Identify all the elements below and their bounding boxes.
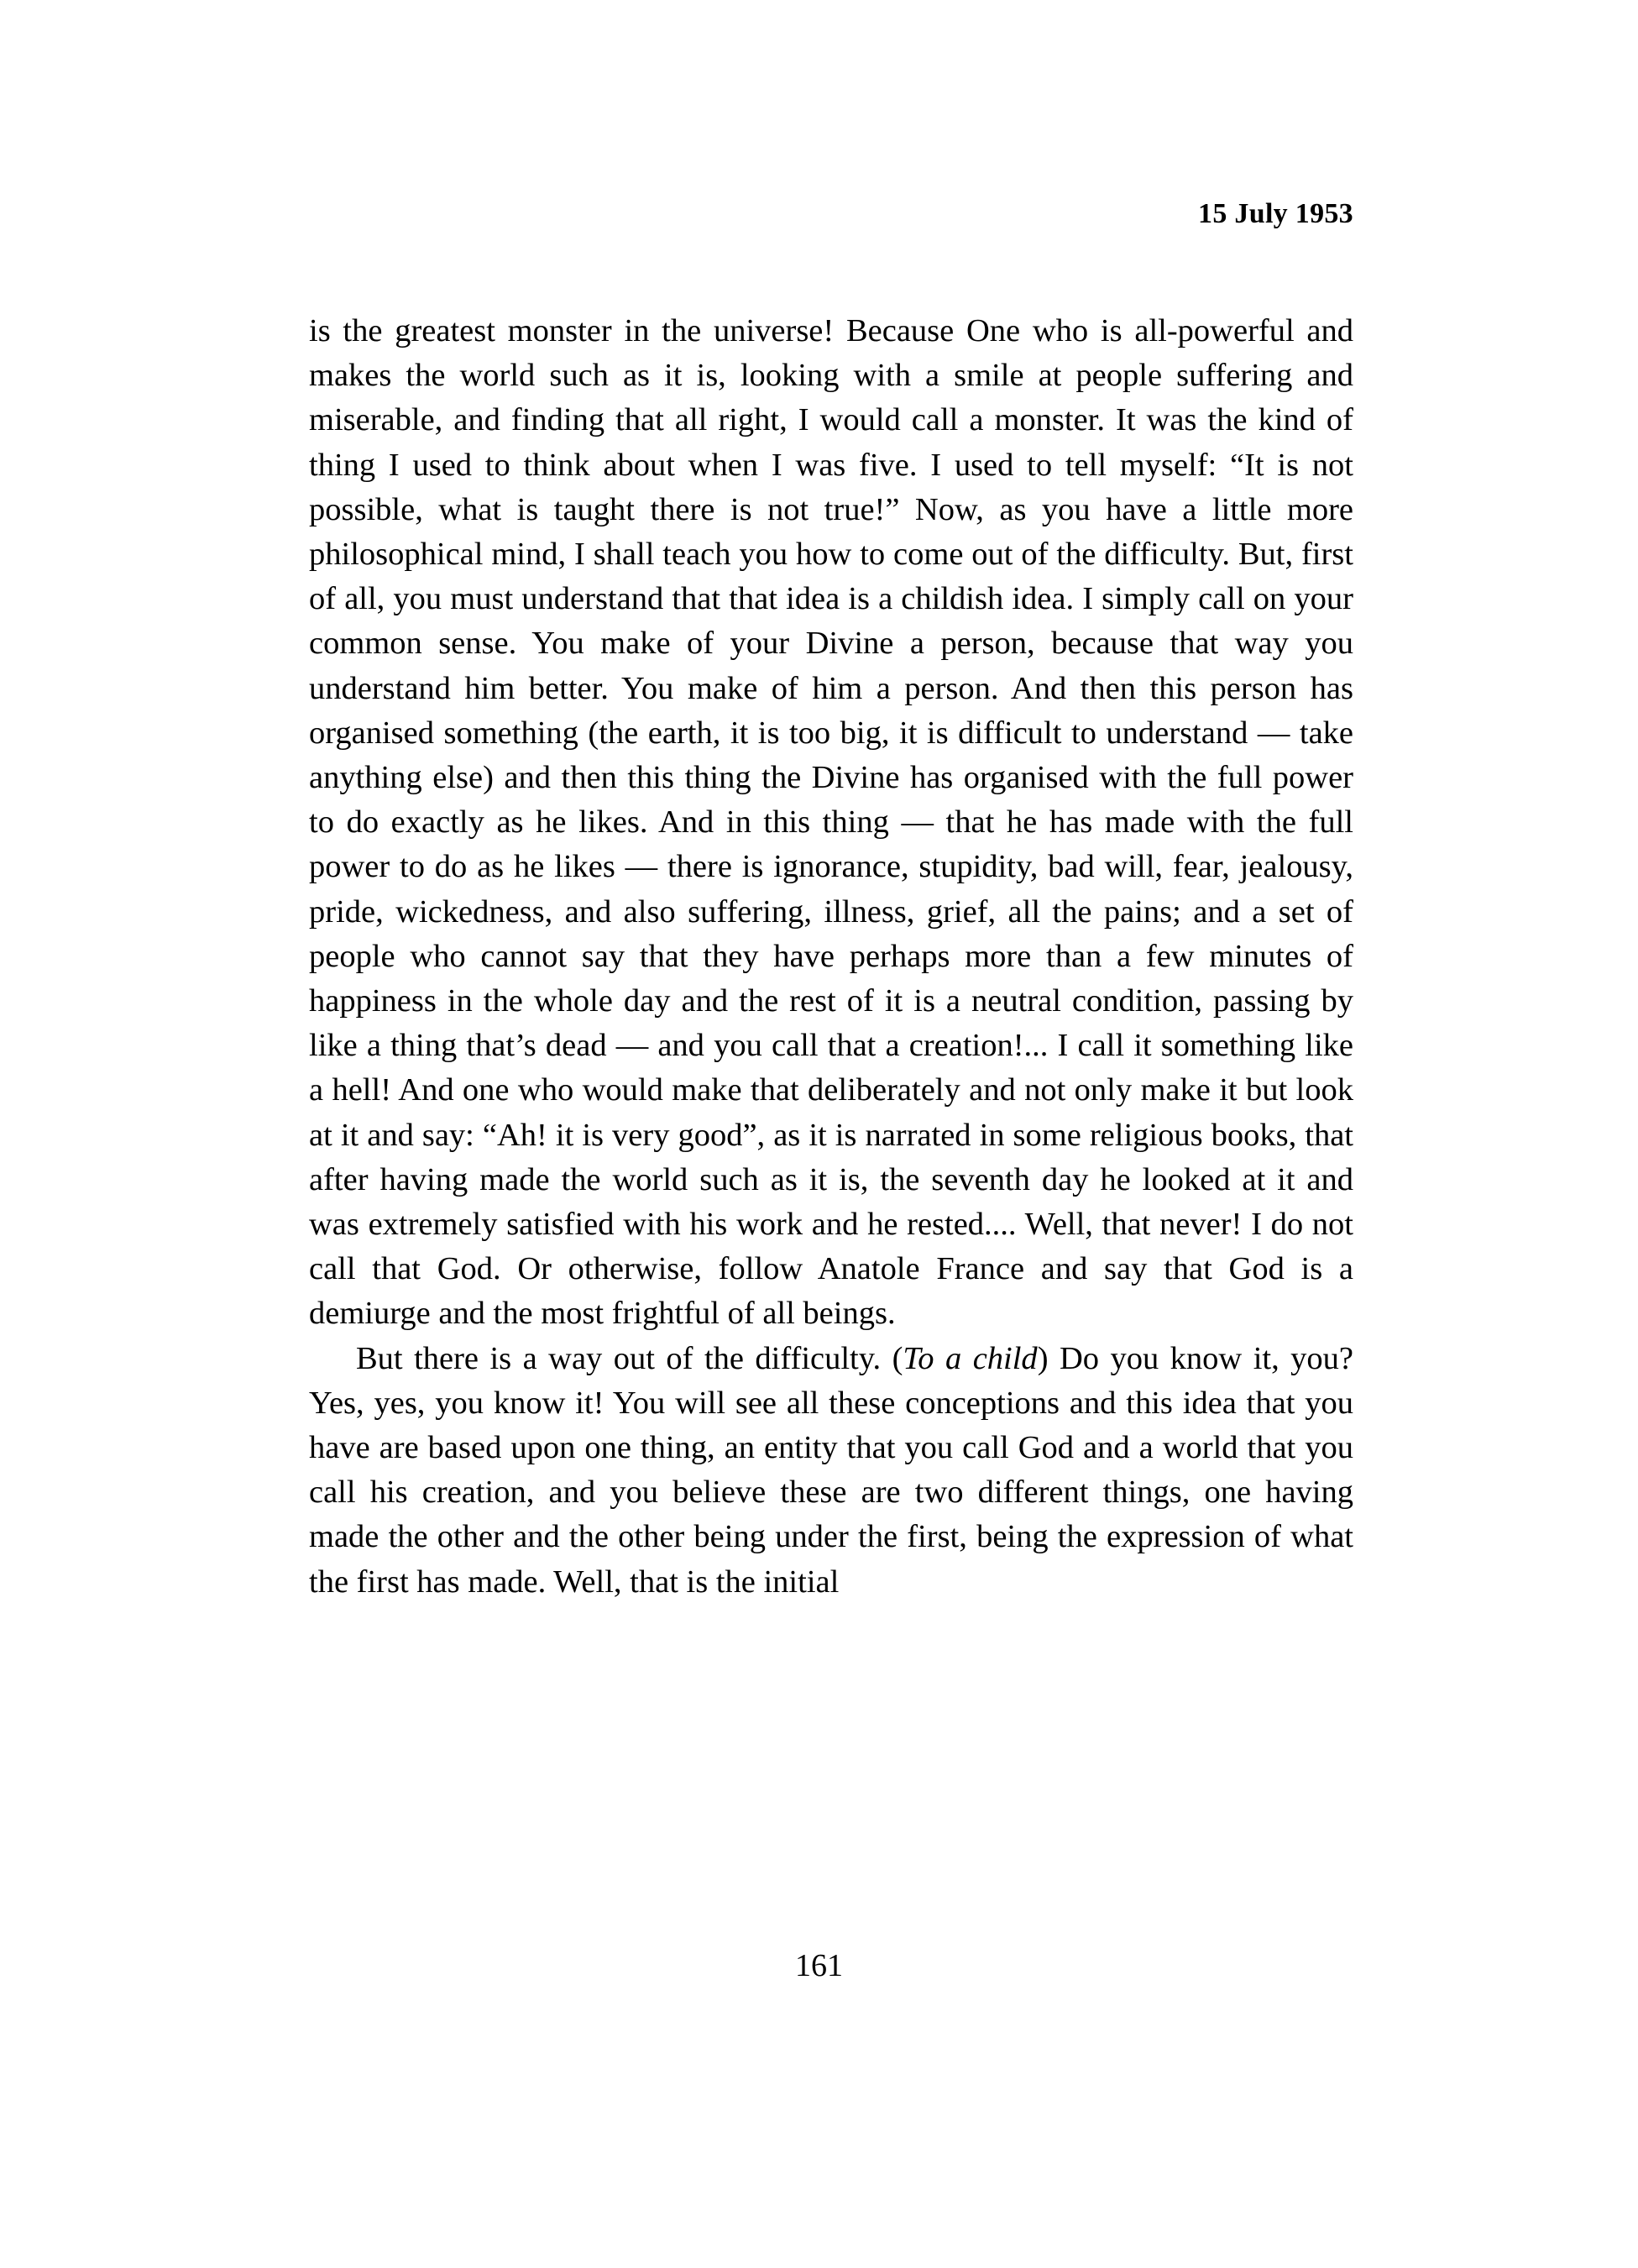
page-number: 161 <box>795 1948 843 1983</box>
text-column <box>309 309 1353 1605</box>
running-head-date: 15 July 1953 <box>1198 198 1353 229</box>
stage-direction-to-a-child: To a child <box>903 1340 1038 1376</box>
paragraph-text-tail: ) Do you know it, you? Yes, yes, you know it! You will see all these conceptions and this idea that you have are based upon one thing, an entity that you call God and a world that you call his creation, and you believe these are two different things, one having made the other and the other being under the first, being the expression of what the first has made. Well, that is the initial <box>309 1340 1354 1600</box>
body-paragraph-second <box>309 1337 1353 1605</box>
body-paragraph-continued: is the greatest monster in the universe! Because One who is all-powerful and makes the world such as it is, looking with a smile at people suffering and miserable, and finding that all right, I would call a monster. It was the kind of thing I used to think about when I was five. I used to tell myself: “It is not possible, what is taught there is not true!” Now, as you have a little more philosophical mind, I shall teach you how to come out of the difficulty. But, first of all, you must understand that that idea is a childish idea. I simply call on your common sense. You make of your Divine a person, because that way you understand him better. You make of him a person. And then this person has organised something (the earth, it is too big, it is difficult to understand — take anything else) and then this thing the Divine has organised with the full power to do exactly as he likes. And in this thing — that he has made with the full power to do as he likes — there is ignorance, stupidity, bad will, fear, jealousy, pride, wickedness, and also suffering, illness, grief, all the pains; and a set of people who cannot say that they have perhaps more than a few minutes of happiness in the whole day and the rest of it is a neutral condition, passing by like a thing that’s dead — and you call that a creation!... I call it something like a hell! And one who would make that deliberately and not only make it but look at it and say: “Ah! it is very good”, as it is narrated in some religious books, that after having made the world such as it is, the seventh day he looked at it and was extremely satisfied with his work and he rested.... Well, that never! I do not call that God. Or otherwise, follow Anatole France and say that God is a demiurge and the most frightful of all beings. <box>309 313 1353 1332</box>
paragraph-text-lead: But there is a way out of the difficulty. ( <box>356 1340 903 1376</box>
